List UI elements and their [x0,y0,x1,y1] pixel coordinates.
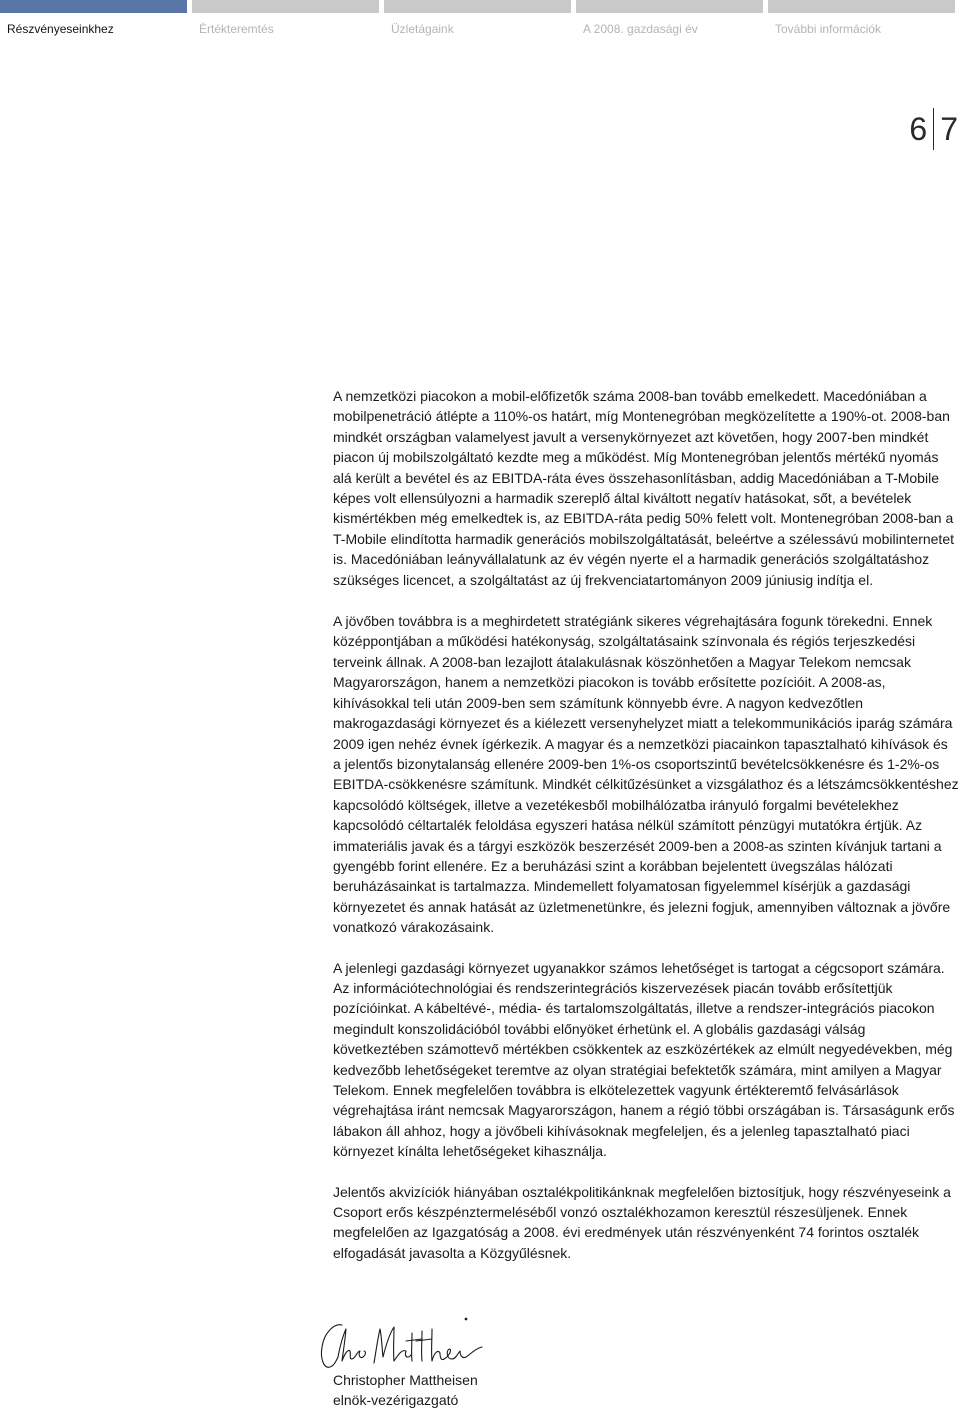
nav-tab-label: Részvényeseinkhez [7,22,114,36]
nav-tab-label: További információk [775,22,882,36]
nav-tab-bar [768,0,955,13]
body-paragraph: A jövőben továbbra is a meghirdetett stratégiánk sikeres végrehajtására fogunk törekedni. Ennek középpontjában a működési hatékonyság, szolgáltatásaink színvonala és régiós terjeszkedési terveink állnak. A 2008-ban lezajlott átalakulásnak köszönhetően a Magyar Telekom nemcsak Magyarországon, hanem a nemzetközi piacokon is tovább erősítette pozícióit. A 2008-as, kihívásokkal teli után 2009-ben sem számítunk könnyebb évre. A nagyon kedvezőtlen makrogazdasági környezet és a kiélezett versenyhelyzet miatt a telekommunikációs iparág számára 2009 igen nehéz évnek ígérkezik. A magyar és a nemzetközi piacainkon tapasztalható kihívások és a jelentős bizonytalanság ellenére 2009-ben 1%-os csoportszintű bevételcsökkenésre és 1-2%-os EBITDA-csökkenésre számítunk. Mindkét célkitűzésünket a vizsgálathoz és a létszámcsökkentéshez kapcsolódó költségek, illetve a vezetékesből mobilhálózatba irányuló forgalmi bevételekhez kapcsolódó céltartalék feloldása egyszeri hatása nélkül számított pénzügyi mutatókra értjük. Az immateriális javak és a tárgyi eszközök beszerzését 2009-ben a 2008-as szinten kívánjuk tartani a gyengébb forint ellenére. Ez a beruházási szint a korábban bejelentett üvegszálas hálózati beruházásainkat is tartalmazza. Mindemellett folyamatosan figyelemmel kísérjük a gazdasági környezetet és annak hatását az üzletmenetünkre, és jelezni fogjuk, amennyiben változnak a jövőre vonatkozó várakozásaink. [333,613,959,936]
body-paragraph: A nemzetközi piacokon a mobil-előfizetők száma 2008-ban tovább emelkedett. Macedóniában a mobilpenetráció átlépte a 110%-os határt, míg Montenegróban megközelítette a 190%-ot. 2008-ban mindkét országban valamelyest javult a versenykörnyezet azt követően, hogy 2007-ben mindkét piacon új mobilszolgáltató kezdte meg a működést. Míg Montenegróban jelentős mértékű nyomás alá került a bevétel és az EBITDA-ráta éves összehasonlításban, addig Macedóniában a T-Mobile képes volt ellensúlyozni a harmadik szereplő által kiváltott negatív hatásokat, sőt, a bevételek kismértékben még emelkedtek is, az EBITDA-ráta pedig 50% felett volt. Montenegróban 2008-ban a T-Mobile elindította harmadik generációs mobilszolgáltatását, beleértve a szélessávú mobilinternetet is. Macedóniában leányvállalatunk az év végén nyerte el a harmadik generációs szolgáltatáshoz szükséges licencet, a szolgáltatást az új frekvenciatartományon 2009 júniusig indítja el. [333,388,954,588]
nav-tab-label: Értékteremtés [199,22,274,36]
nav-tab-bar [0,0,187,13]
handwritten-signature [316,1315,486,1375]
nav-tab-label: Üzletágaink [391,22,454,36]
letter-body [333,386,959,1283]
nav-tab-gazdasagi-ev[interactable] [576,0,763,40]
top-navigation [0,0,960,40]
body-paragraph: Jelentős akvizíciók hiányában osztalékpolitikánknak megfelelően biztosítjuk, hogy részvényeseink a Csoport erős készpénztermeléséből vonzó osztalékhozamon keresztül részesüljenek. Ennek megfelelően az Igazgatóság a 2008. évi eredmények után részvényenként 74 forintos osztalék elfogadását javasolta a Közgyűlésnek. [333,1183,951,1261]
page-number-divider [933,108,934,150]
nav-tab-uzletagaink[interactable] [384,0,571,40]
page-number-left: 6 [909,110,928,147]
signer-name: Christopher Mattheisen [333,1372,478,1388]
signer-title: elnök-vezérigazgató [333,1392,459,1408]
nav-tab-bar [192,0,379,13]
body-paragraph: A jelenlegi gazdasági környezet ugyanakkor számos lehetőséget is tartogat a cégcsoport számára. Az információtechnológiai és rendszerintegrációs kiszervezések piacán tovább erősítettjük pozícióinkat. A kábeltévé-, média- és tartalomszolgáltatás, illetve a rendszer-integrációs piacokon megindult konszolidációból további előnyöket érhetünk el. A globális gazdasági válság következtében számottevő mértékben csökkentek az eszközértékek az elmúlt negyedévekben, még kedvezőbb lehetőségeket teremtve az olyan stratégiai befektetők számára, mint amilyen a Magyar Telekom. Ennek megfelelően továbbra is elkötelezettek vagyunk értékteremtő felvásárlások végrehajtása iránt nemcsak Magyarországon, hanem a régió többi országában is. Társaságunk erős lábakon áll ahhoz, hogy a jövőbeli kihívásoknak megfeleljen, és a jelenleg tapasztalható piaci környezet kínálta lehetőségeket kihasználja. [333,959,955,1160]
page-numbers [909,108,958,150]
page-number-right: 7 [940,110,958,147]
nav-tab-label: A 2008. gazdasági év [583,22,698,36]
nav-tab-tovabbi-informaciok[interactable] [768,0,955,40]
nav-tab-ertekteremtes[interactable] [192,0,379,40]
nav-tab-bar [576,0,763,13]
nav-tab-reszvenyeseinkhez[interactable] [0,0,187,40]
nav-tab-bar [384,0,571,13]
